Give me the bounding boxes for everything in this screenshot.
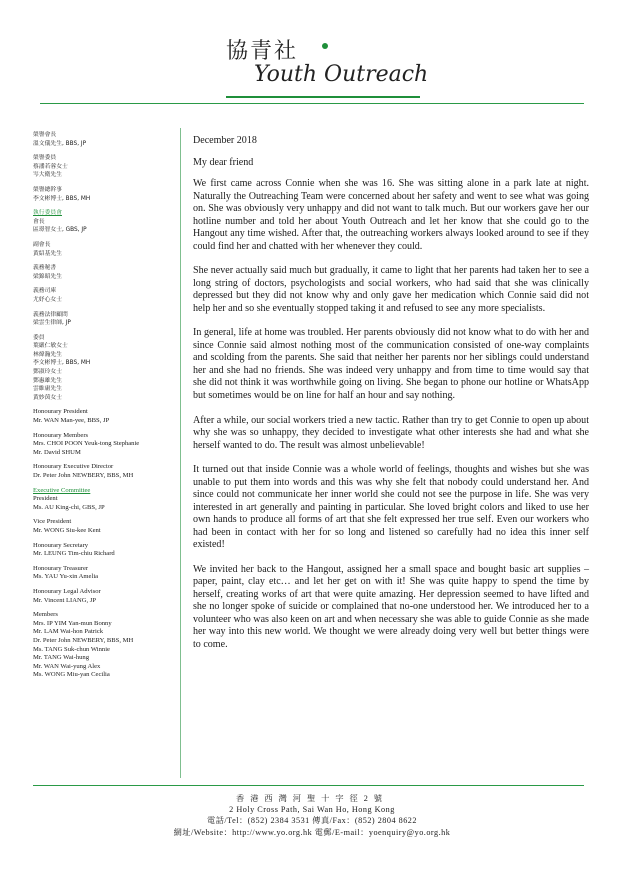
committee-member: 雲維庸先生 — [33, 386, 62, 393]
committee-role: 義務秘書 — [33, 265, 57, 272]
letter-paragraph: She never actually said much but gradually, it came to light that her parents had taken her to see a long string of doctors, psychologists and social workers, who had said that she was clinically depressed but they did not know why and only gave her medication which Connie said did not help her and so she eventually stopped taking it and refused to see any more specialists. — [193, 265, 589, 314]
committee-role: 義務法律顧問 — [33, 311, 68, 318]
committee-group — [33, 487, 177, 513]
committee-sidebar — [33, 131, 177, 686]
committee-role: Honourary Members — [33, 431, 89, 439]
committee-group — [33, 542, 177, 559]
committee-member: 區璟智女士, GBS, JP — [33, 227, 87, 234]
header-divider — [40, 103, 584, 104]
committee-group — [33, 463, 177, 480]
committee-group — [33, 611, 177, 680]
committee-member: Ms. TANG Suk-chun Winnie — [33, 645, 110, 653]
footer-address-en: 2 Holy Cross Path, Sai Wan Ho, Hong Kong — [229, 805, 395, 815]
committee-group — [33, 565, 177, 582]
committee-member: Mr. LAM Wai-hon Patrick — [33, 628, 104, 636]
committee-role: 義務司庫 — [33, 288, 57, 295]
committee-role: Honourary President — [33, 408, 88, 416]
committee-role: 委員 — [33, 334, 45, 341]
footer-web: 網址/Website：http://www.yo.org.hk 電郵/E-mail：yoenquiry@yo.org.hk — [173, 827, 451, 837]
committee-member: 岑大衛先生 — [33, 172, 62, 179]
committee-role: President — [33, 495, 58, 503]
letterhead-footer — [0, 793, 624, 838]
letter-paragraph: After a while, our social workers tried a new tactic. Rather than try to get Connie to open up about why she was so unhappy, they decided to investigate what other interests she had and what she herself wanted to do. The result was almost unbelievable! — [193, 414, 589, 451]
committee-member: 溫文儀先生, BBS, JP — [33, 140, 87, 147]
committee-member: 蔡潘若蓉女士 — [33, 163, 68, 170]
committee-member: 黃妙茵女士 — [33, 394, 62, 401]
committee-group — [33, 334, 177, 403]
committee-group — [33, 154, 177, 180]
sidebar-divider — [180, 128, 181, 778]
committee-member: 林煒瀚先生 — [33, 351, 62, 358]
committee-member: Mr. LEUNG Tim-chiu Richard — [33, 550, 115, 558]
committee-member: Mrs. CHOI POON Yeuk-tong Stephanie — [33, 440, 140, 448]
logo-underline — [226, 96, 420, 98]
committee-member: 梁錦昭先生 — [33, 273, 62, 280]
committee-member: Dr. Peter John NEWBERY, BBS, MH — [33, 636, 134, 644]
committee-group — [33, 287, 177, 304]
committee-member: Mr. WAN Man-yee, BBS, JP — [33, 417, 110, 425]
committee-group — [33, 264, 177, 281]
committee-member: Mr. WONG Siu-kee Kent — [33, 526, 101, 534]
committee-role: 榮譽委員 — [33, 155, 57, 162]
committee-group — [33, 311, 177, 328]
committee-role: Honourary Legal Advisor — [33, 587, 101, 595]
committee-member: 梁雲生律師, JP — [33, 320, 71, 327]
committee-member: 鄧惠雄先生 — [33, 377, 62, 384]
committee-member: 尤妤心女士 — [33, 296, 62, 303]
letter-greeting: My dear friend — [193, 156, 254, 168]
committee-role: 會長 — [33, 218, 45, 225]
committee-role: Honourary Executive Director — [33, 463, 114, 471]
letter-paragraph: We invited her back to the Hangout, assigned her a small space and bought basic art supplies – paper, paint, clay etc… and let her get on with it! She was quite happy to spend the time by herself, creating works of art that were quite amazing. Her depression seemed to have lifted and she no longer spoke of suicide or complained that no-one understood her. We introduced her to a volunteer who was also keen on art and when necessary she was able to guide Connie as she made her way into this new world. We thought we were already doing very well but better things were to come. — [193, 563, 589, 650]
committee-group — [33, 131, 177, 148]
letter-body — [193, 135, 589, 664]
committee-member: 李文彬博士, BBS, MH — [33, 360, 91, 367]
committee-member: 鄧淑玲女士 — [33, 369, 62, 376]
footer-address-cn: 香港西灣河聖十字徑2號 — [236, 794, 388, 803]
logo-english: Youth Outreach — [254, 62, 429, 87]
logo-chinese: 協青社 — [226, 38, 299, 63]
committee-member: Mrs. IP YIM Yan-mun Bonny — [33, 619, 112, 627]
committee-group — [33, 408, 177, 425]
committee-member: 李文彬博士, BBS, MH — [33, 195, 91, 202]
committee-member: Ms. YAU Yu-xin Amelia — [33, 573, 99, 581]
committee-member: Dr. Peter John NEWBERY, BBS, MH — [33, 472, 134, 479]
footer-phone: 電話/Tel：(852) 2384 3531 傳真/Fax：(852) 2804 8622 — [207, 816, 417, 826]
letter-paragraph: In general, life at home was troubled. Her parents obviously did not know what to do with her and since Connie said almost nothing most of the communication consisted of one-way complaints and scolding from the parents. She said that neither her parents nor her siblings could understand her and she had no friends. She was indeed very unhappy and from time to time would say that she did not think it was worthwhile going on living. She began to phone our hotline or WhatsApp but sometimes would be on line for half an hour and say nothing. — [193, 327, 589, 401]
committee-role: 副會長 — [33, 241, 51, 248]
committee-role: 榮譽總幹事 — [33, 186, 62, 193]
committee-member: Ms. WONG Miu-yan Cecilia — [33, 671, 110, 679]
committee-role: Honourary Secretary — [33, 541, 89, 549]
committee-group — [33, 518, 177, 535]
logo-dot-icon — [322, 43, 328, 49]
committee-heading: 執行委員會 — [33, 210, 62, 217]
committee-group — [33, 241, 177, 258]
committee-member: Mr. Vincent LIANG, JP — [33, 596, 97, 604]
committee-member: Mr. WAN Wai-yung Alex — [33, 662, 101, 670]
committee-role: Honourary Treasurer — [33, 564, 89, 572]
committee-member: Ms. AU King-chi, GBS, JP — [33, 503, 105, 511]
committee-role: 榮譽會長 — [33, 132, 57, 138]
footer-divider — [33, 785, 584, 786]
letter-paragraph: It turned out that inside Connie was a whole world of feelings, thoughts and wishes but she was unable to put them into words and this was why she felt that nobody could understand her. And since could not communicate her inner world she could not see the purpose in life. She was very interested in art generally and painting in particular. She loved bright colors and liked to use her own hands to produce all forms of art that she felt expressed her true self. Even our workers who had been in contact with her for so long and listened so carefully had no idea this inner self existed! — [193, 464, 589, 551]
organization-logo — [226, 34, 429, 92]
letter-paragraph: We first came across Connie when she was 16. She was sitting alone in a park late at night. Naturally the Outreaching Team were concerned about her safety and went to see what was going on. She was obviously very unhappy and did not want to talk much. But our workers gave her our hotline number and told her about Youth Outreach and let her know that she could go to the Hangout any time wished. After that, the outreaching workers always looked around to see if they could find her and chatted with her whenever they could. — [193, 178, 589, 252]
committee-member: Mr. David SHUM — [33, 448, 81, 456]
committee-heading: Executive Committee — [33, 486, 91, 494]
committee-group — [33, 588, 177, 605]
committee-role: Members — [33, 611, 58, 619]
committee-group — [33, 186, 177, 203]
committee-group — [33, 209, 177, 235]
committee-member: 黃紹基先生 — [33, 250, 62, 257]
committee-group — [33, 432, 177, 458]
committee-member: Mr. TANG Wai-hung — [33, 654, 90, 662]
committee-member: 葉嚴仁敏女士 — [33, 343, 68, 350]
letter-date: December 2018 — [193, 135, 257, 146]
committee-role: Vice President — [33, 518, 72, 526]
